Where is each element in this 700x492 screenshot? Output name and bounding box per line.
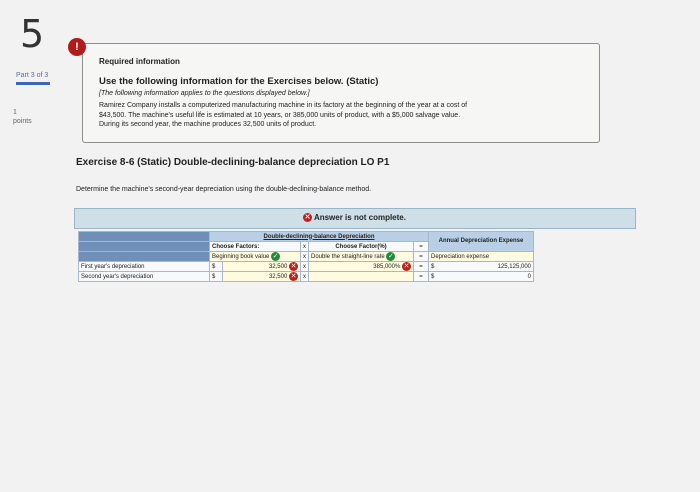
equals-sign: = [414, 252, 429, 262]
incorrect-icon: ✕ [290, 263, 297, 270]
answer-status [303, 213, 406, 222]
exercise-prompt: Determine the machine's second-year depreciation using the double-declining-balance method. [76, 186, 372, 193]
straight-line-rate-text: Double the straight-line rate [311, 254, 385, 261]
question-number: 5 [20, 12, 45, 56]
straight-line-rate-select[interactable] [309, 252, 414, 262]
info-scenario [99, 101, 569, 130]
annual-expense-header: Annual Depreciation Expense [429, 232, 534, 252]
points-label: points [13, 118, 32, 125]
correct-icon: ✓ [387, 253, 394, 260]
currency-sign: $ [210, 262, 223, 272]
part-progress-bar [16, 82, 50, 85]
times-sign: x [301, 252, 309, 262]
depreciation-expense-select[interactable]: Depreciation expense [429, 252, 534, 262]
incorrect-icon: ✕ [304, 214, 311, 222]
required-info-box [82, 43, 600, 143]
second-year-expense-value: 0 [527, 273, 531, 280]
first-year-expense-value: 125,125,000 [497, 263, 531, 270]
first-year-book-value: 32,500 [268, 264, 288, 271]
equals-sign: = [414, 262, 429, 272]
first-year-expense [429, 262, 534, 272]
scenario-line: $43,500. The machine's useful life is estimated at 10 years, or 385,000 units of product, with a $5,000 salvage value. [99, 111, 461, 119]
times-sign: x [301, 272, 309, 282]
first-year-label: First year's depreciation [79, 262, 210, 272]
times-sign: x [301, 242, 309, 252]
alert-icon: ! [68, 38, 86, 56]
worksheet-title: Double-declining-balance Depreciation [210, 232, 429, 242]
incorrect-icon: ✕ [290, 273, 297, 280]
first-year-book-value-input[interactable] [223, 262, 301, 272]
info-applies-note: [The following information applies to the questions displayed below.] [99, 90, 310, 97]
info-title: Use the following information for the Exercises below. (Static) [99, 76, 379, 87]
answer-status-bar [74, 208, 636, 229]
equals-sign: = [414, 272, 429, 282]
currency-sign: $ [210, 272, 223, 282]
first-year-rate: 385,000% [373, 264, 401, 271]
second-year-book-value: 32,500 [268, 274, 288, 281]
first-year-rate-input[interactable] [309, 262, 414, 272]
beginning-book-value-text: Beginning book value [212, 254, 270, 261]
points-value: 1 [13, 109, 17, 116]
table-corner [79, 242, 210, 252]
depreciation-worksheet [78, 231, 534, 282]
required-info-heading: Required information [99, 57, 180, 66]
answer-status-text: Answer is not complete. [313, 213, 406, 222]
scenario-line: During its second year, the machine produces 32,500 units of product. [99, 121, 317, 128]
table-corner [79, 252, 210, 262]
second-year-book-value-input[interactable] [223, 272, 301, 282]
second-year-expense [429, 272, 534, 282]
times-sign: x [301, 262, 309, 272]
equals-sign: = [414, 242, 429, 252]
scenario-line: Ramirez Company installs a computerized manufacturing machine in its factory at the beginning of the year at a cost of [99, 102, 468, 109]
part-indicator[interactable]: Part 3 of 3 [16, 72, 49, 79]
choose-factors-label: Choose Factors: [210, 242, 301, 252]
points [13, 108, 32, 126]
choose-factor-pct-label: Choose Factor(%) [309, 242, 414, 252]
table-corner [79, 232, 210, 242]
beginning-book-value-select[interactable] [210, 252, 301, 262]
exercise-title: Exercise 8-6 (Static) Double-declining-balance depreciation LO P1 [76, 157, 390, 168]
second-year-label: Second year's depreciation [79, 272, 210, 282]
correct-icon: ✓ [272, 253, 279, 260]
currency-sign: $ [431, 263, 435, 270]
incorrect-icon: ✕ [403, 263, 410, 270]
currency-sign: $ [431, 273, 435, 280]
second-year-rate-input[interactable] [309, 272, 414, 282]
